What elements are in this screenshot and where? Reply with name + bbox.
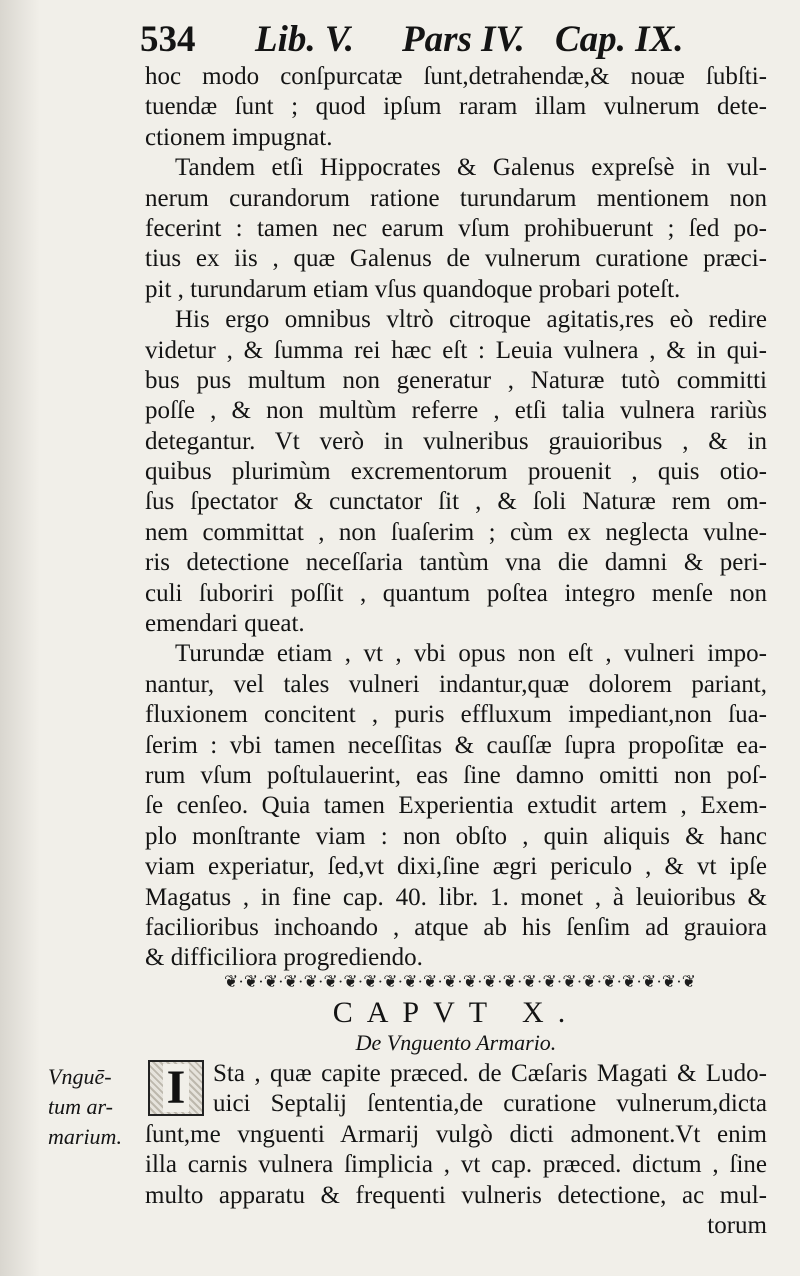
text-line: plo monſtrante viam : non obſto , quin aliquis & hanc [145, 822, 767, 850]
text-line: pit , turundarum etiam vſus quandoque probari poteſt. [145, 275, 681, 303]
text-line: detegantur. Vt verò in vulneribus grauioribus , & in [145, 427, 767, 455]
text-line: torum [707, 1211, 767, 1239]
chapter-subtitle: De Vnguento Armario. [355, 1030, 557, 1055]
marginal-note-line: Vnguē- [48, 1064, 112, 1089]
initial-letter: I [163, 1064, 190, 1112]
text-line: His ergo omnibus vltrò citroque agitatis,res eò redire [175, 306, 767, 334]
text-line: videtur , & ſumma rei hæc eſt : Leuia vulnera , & in qui- [145, 336, 767, 364]
text-line: ris detectione neceſſaria tantùm vna die damni & peri- [145, 549, 767, 577]
text-line: illa carnis vulnera ſimplicia , vt cap. præced. dictum , ſine [145, 1151, 767, 1179]
text-line: rum vſum poſtulauerint, eas ſine damno omitti non poſ- [145, 761, 767, 789]
text-line: ſunt,me vnguenti Armarij vulgò dicti admonent.Vt enim [145, 1120, 767, 1148]
text-line: ctionem impugnat. [145, 123, 333, 151]
marginal-note-line: tum ar- [48, 1094, 113, 1119]
text-line: nem committat , non ſuaſerim ; cùm ex neglecta vulne- [145, 518, 767, 546]
text-line: ſus ſpectator & cunctator ſit , & ſoli Naturæ rem om- [145, 488, 767, 516]
ornament-divider: ❦·❦·❦·❦·❦·❦·❦·❦·❦·❦·❦·❦·❦·❦·❦·❦·❦·❦·❦·❦·❦·❦·❦·❦ [223, 972, 697, 991]
text-line: emendari queat. [145, 610, 305, 638]
header-part: Pars IV. [402, 19, 525, 60]
text-line: bus pus multum non generatur , Naturæ tutò committi [145, 366, 767, 394]
body-text [145, 62, 767, 974]
text-line: Tandem etſi Hippocrates & Galenus expreſsè in vul- [175, 154, 767, 182]
text-line: tuendæ ſunt ; quod ipſum raram illam vulnerum dete- [145, 93, 767, 121]
text-line: & difficiliora progrediendo. [145, 944, 423, 972]
text-line: Sta , quæ capite præced. de Cæſaris Magati & Ludo- [213, 1060, 767, 1087]
marginal-note [48, 1062, 143, 1152]
text-line: poſſe , & non multùm referre , etſi talia vulnera rariùs [145, 397, 767, 425]
text-line: quibus plurimùm excrementorum prouenit , quis otio- [145, 458, 767, 486]
text-line: culi ſuboriri poſſit , quantum poſtea integro menſe non [145, 579, 767, 607]
text-line: Magatus , in fine cap. 40. libr. 1. monet , à leuioribus & [145, 883, 767, 911]
text-line: uici Septalij ſententia,de curatione vulnerum,dicta [213, 1090, 767, 1118]
text-line: tius ex iis , quæ Galenus de vulnerum curatione præci- [145, 245, 767, 273]
chapter-text [145, 1059, 767, 1241]
text-line: nantur, vel tales vulneri indantur,quæ dolorem pariant, [145, 670, 767, 698]
text-line: fluxionem concitent , puris effluxum impediant,non ſua- [145, 701, 767, 729]
text-line: Turundæ etiam , vt , vbi opus non eſt , vulneri impo- [175, 640, 767, 668]
chapter-title: CAPVT X. [332, 996, 580, 1029]
text-line: multo apparatu & frequenti vulneris detectione, ac mul- [145, 1181, 767, 1209]
header-chapter: Cap. IX. [555, 19, 684, 60]
text-line: viam experiatur, ſed,vt dixi,ſine ægri periculo , & vt ipſe [145, 853, 767, 881]
text-line: ſe cenſeo. Quia tamen Experientia extudit artem , Exem- [145, 792, 767, 820]
page-gutter-shadow [0, 0, 40, 1276]
header-book: Lib. V. [255, 19, 355, 60]
text-line: nerum curandorum ratione turundarum mentionem non [145, 184, 767, 212]
text-line: ſerim : vbi tamen neceſſitas & cauſſæ ſupra propoſitæ ea- [145, 731, 767, 759]
page-number: 534 [140, 19, 196, 60]
text-line: fecerint : tamen nec earum vſum prohibuerunt ; ſed po- [145, 214, 767, 242]
text-line: hoc modo conſpurcatæ ſunt,detrahendæ,& nouæ ſubſti- [145, 63, 767, 90]
marginal-note-line: marium. [48, 1124, 122, 1149]
text-line: facilioribus inchoando , atque ab his ſenſim ad grauiora [145, 913, 767, 941]
running-header [140, 18, 700, 64]
